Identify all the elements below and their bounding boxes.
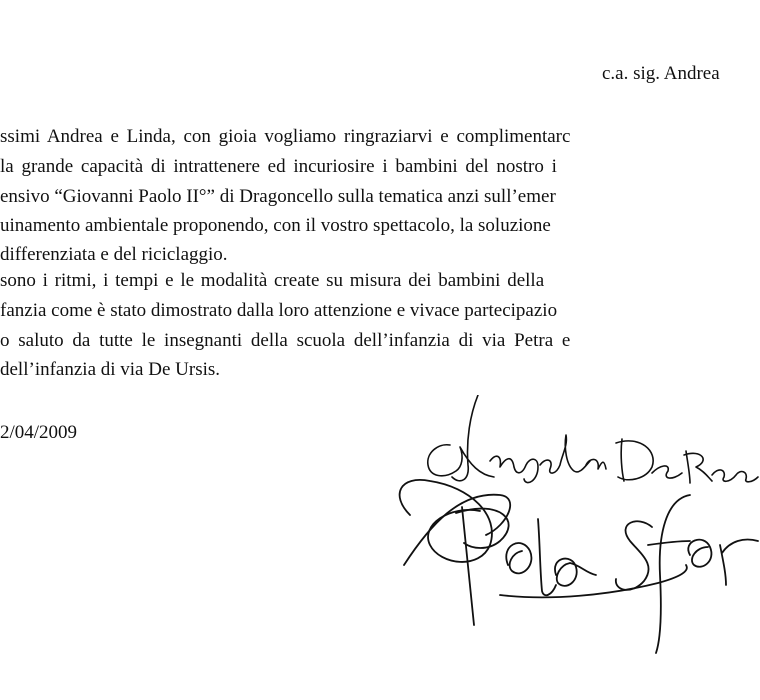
letter-body-line-5: differenziata e del riciclaggio. [0, 244, 228, 265]
signature-first [428, 395, 758, 483]
letter-body-line-9: dell’infanzia di via De Ursis. [0, 359, 221, 380]
letter-body-line-2: la grande capacità di intrattenere ed incuriosire i bambini del nostro i [0, 156, 557, 177]
letter-body-line-3: ensivo “Giovanni Paolo II°” di Dragoncello sulla tematica anzi sull’emer [0, 186, 556, 207]
letter-date: 2/04/2009 [0, 422, 78, 443]
letter-body-line-4: uinamento ambientale proponendo, con il vostro spettacolo, la soluzione [0, 215, 551, 236]
letter-body-line-6: sono i ritmi, i tempi e le modalità create su misura dei bambini della [0, 270, 545, 291]
addressee-line: c.a. sig. Andrea [602, 63, 720, 84]
letter-body-line-1: ssimi Andrea e Linda, con gioia vogliamo ringraziarvi e complimentarc [0, 126, 571, 147]
signature-area [390, 395, 760, 655]
signature-second [400, 480, 758, 653]
letter-body-line-8: o saluto da tutte le insegnanti della scuola dell’infanzia di via Petra e [0, 330, 571, 351]
letter-body-line-7: fanzia come è stato dimostrato dalla loro attenzione e vivace partecipazio [0, 300, 558, 321]
